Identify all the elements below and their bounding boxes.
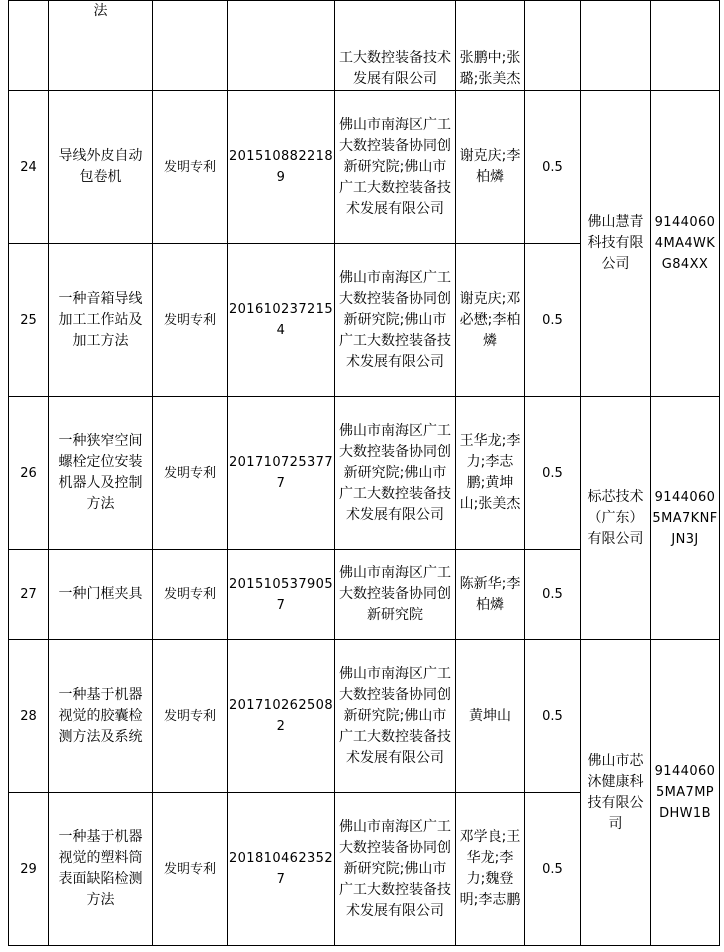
patent-name: 一种基于机器视觉的塑料筒表面缺陷检测方法 — [49, 793, 153, 946]
patent-owner: 佛山市南海区广工大数控装备协同创新研究院;佛山市广工大数控装备技术发展有限公司 — [335, 793, 456, 946]
patent-number: 2017102625082 — [228, 640, 335, 793]
patent-type: 发明专利 — [153, 793, 228, 946]
share-ratio: 0.5 — [525, 397, 581, 550]
share-ratio: 0.5 — [525, 244, 581, 397]
share-ratio: 0.5 — [525, 793, 581, 946]
patent-name: 一种狭窄空间螺栓定位安装机器人及控制方法 — [49, 397, 153, 550]
credit-code — [651, 1, 720, 91]
patent-number: 2016102372154 — [228, 244, 335, 397]
table-row — [9, 1, 720, 91]
row-number: 24 — [9, 91, 49, 244]
patent-number: 2015105379057 — [228, 550, 335, 640]
patent-transfer-table — [8, 0, 720, 946]
table-row — [9, 640, 720, 793]
row-number: 28 — [9, 640, 49, 793]
assignee-company: 佛山市芯沐健康科技有限公司 — [581, 640, 651, 946]
patent-name: 一种基于机器视觉的胶囊检测方法及系统 — [49, 640, 153, 793]
inventors: 谢克庆;邓必懋;李柏燐 — [456, 244, 525, 397]
patent-type: 发明专利 — [153, 244, 228, 397]
patent-type: 发明专利 — [153, 397, 228, 550]
row-number: 29 — [9, 793, 49, 946]
credit-code: 91440605MA7MPDHW1B — [651, 640, 720, 946]
patent-name: 导线外皮自动包卷机 — [49, 91, 153, 244]
patent-name: 一种门框夹具 — [49, 550, 153, 640]
row-number: 25 — [9, 244, 49, 397]
row-number — [9, 1, 49, 91]
patent-owner: 佛山市南海区广工大数控装备协同创新研究院;佛山市广工大数控装备技术发展有限公司 — [335, 91, 456, 244]
patent-type: 发明专利 — [153, 550, 228, 640]
assignee-company: 标芯技术（广东）有限公司 — [581, 397, 651, 640]
patent-owner: 佛山市南海区广工大数控装备协同创新研究院;佛山市广工大数控装备技术发展有限公司 — [335, 397, 456, 550]
patent-name: 一种音箱导线加工工作站及加工方法 — [49, 244, 153, 397]
share-ratio: 0.5 — [525, 640, 581, 793]
inventors: 黄坤山 — [456, 640, 525, 793]
patent-number: 2015108822189 — [228, 91, 335, 244]
inventors: 王华龙;李力;李志鹏;黄坤山;张美杰 — [456, 397, 525, 550]
share-ratio: 0.5 — [525, 550, 581, 640]
inventors: 张鹏中;张璐;张美杰 — [456, 1, 525, 91]
patent-owner: 工大数控装备技术发展有限公司 — [335, 1, 456, 91]
patent-number: 2017107253777 — [228, 397, 335, 550]
table-row — [9, 397, 720, 550]
patent-type: 发明专利 — [153, 640, 228, 793]
row-number: 27 — [9, 550, 49, 640]
patent-number: 2018104623527 — [228, 793, 335, 946]
inventors: 邓学良;王华龙;李力;魏登明;李志鹏 — [456, 793, 525, 946]
patent-number — [228, 1, 335, 91]
patent-type — [153, 1, 228, 91]
credit-code: 91440604MA4WKG84XX — [651, 91, 720, 397]
share-ratio: 0.5 — [525, 91, 581, 244]
patent-owner: 佛山市南海区广工大数控装备协同创新研究院;佛山市广工大数控装备技术发展有限公司 — [335, 640, 456, 793]
patent-owner: 佛山市南海区广工大数控装备协同创新研究院 — [335, 550, 456, 640]
assignee-company — [581, 1, 651, 91]
patent-name: 法 — [49, 1, 153, 91]
share-ratio — [525, 1, 581, 91]
table-row — [9, 91, 720, 244]
credit-code: 91440605MA7KNFJN3J — [651, 397, 720, 640]
inventors: 陈新华;李柏燐 — [456, 550, 525, 640]
inventors: 谢克庆;李柏燐 — [456, 91, 525, 244]
patent-type: 发明专利 — [153, 91, 228, 244]
row-number: 26 — [9, 397, 49, 550]
patent-owner: 佛山市南海区广工大数控装备协同创新研究院;佛山市广工大数控装备技术发展有限公司 — [335, 244, 456, 397]
assignee-company: 佛山慧青科技有限公司 — [581, 91, 651, 397]
